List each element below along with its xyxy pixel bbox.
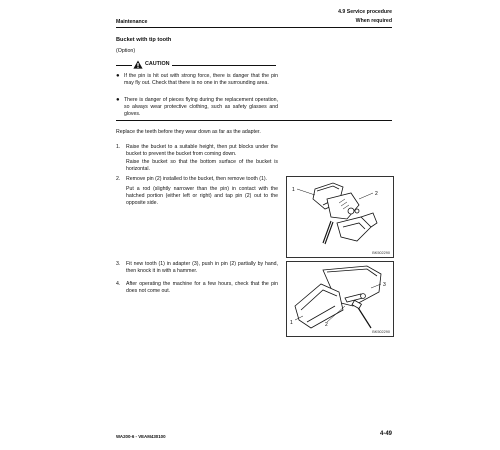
caution-label: CAUTION bbox=[145, 61, 170, 67]
step-note: Raise the bucket so that the bottom surface of the bucket is horizontal. bbox=[126, 159, 278, 172]
caution-rule-right bbox=[172, 65, 276, 66]
figure-callout: 2 bbox=[375, 191, 378, 197]
caution-bullet bbox=[116, 73, 278, 87]
caution-end-rule bbox=[116, 120, 392, 121]
step-text: Remove pin (2) installed to the bucket, then remove tooth (1). bbox=[126, 176, 267, 182]
caution-bar bbox=[116, 61, 392, 70]
step-text: After operating the machine for a few hours, check that the pin does not come out. bbox=[126, 281, 278, 294]
header-chapter-subtitle: When required bbox=[355, 18, 392, 24]
figure-callout: 2 bbox=[325, 322, 328, 328]
step-item bbox=[116, 144, 278, 158]
figure-callout: 1 bbox=[292, 187, 295, 193]
step-note: Put a rod (slightly narrower than the pin) in contact with the hatched portion (either left or right) and tap pin (2) out to the opposite side. bbox=[126, 186, 278, 206]
section-option: (Option) bbox=[116, 48, 136, 54]
header-rule bbox=[116, 27, 392, 28]
header-chapter bbox=[338, 8, 392, 26]
page-number: 4-49 bbox=[379, 431, 392, 437]
step-number: 3. bbox=[116, 261, 121, 267]
header-section-name: Maintenance bbox=[116, 19, 148, 25]
step-text: Fit new tooth (1) in adapter (3), push in pin (2) partially by hand, then knock it in with a hammer. bbox=[126, 261, 278, 274]
caution-bullet-text: There is danger of pieces flying during the replacement operation, so always wear protective clothing, such as safety glasses and gloves. bbox=[124, 97, 278, 117]
step-item bbox=[116, 261, 278, 275]
caution-rule-left bbox=[116, 65, 132, 66]
header-chapter-title: 4.9 Service procedure bbox=[338, 9, 392, 15]
step-item bbox=[116, 176, 278, 183]
footer-model: WA200-6 - VEAM430100 bbox=[116, 434, 166, 439]
caution-bullet bbox=[116, 97, 278, 117]
figure-tooth-install bbox=[286, 261, 394, 337]
tooth-removal-illustration bbox=[287, 177, 393, 257]
warning-triangle-icon bbox=[133, 60, 143, 69]
tooth-install-illustration bbox=[287, 262, 393, 336]
figure-callout: 1 bbox=[290, 320, 293, 326]
step-text: Raise the bucket to a suitable height, then put blocks under the bucket to prevent the bucket from coming down. bbox=[126, 144, 278, 157]
step-item bbox=[116, 281, 278, 295]
caution-bullet-text: If the pin is hit out with strong force, there is danger that the pin may fly out. Check that there is no one in the surrounding area. bbox=[124, 73, 278, 86]
section-title: Bucket with tip tooth bbox=[116, 37, 172, 43]
step-number: 2. bbox=[116, 176, 121, 182]
figure-code: BK502290 bbox=[372, 330, 390, 334]
intro-text: Replace the teeth before they wear down as far as the adapter. bbox=[116, 129, 261, 135]
step-number: 4. bbox=[116, 281, 121, 287]
bullet-dot-icon: ● bbox=[116, 97, 120, 103]
bullet-dot-icon: ● bbox=[116, 73, 120, 79]
step-number: 1. bbox=[116, 144, 121, 150]
figure-callout: 3 bbox=[383, 282, 386, 288]
figure-tooth-removal bbox=[286, 176, 394, 258]
figure-code: BK502290 bbox=[372, 251, 390, 255]
